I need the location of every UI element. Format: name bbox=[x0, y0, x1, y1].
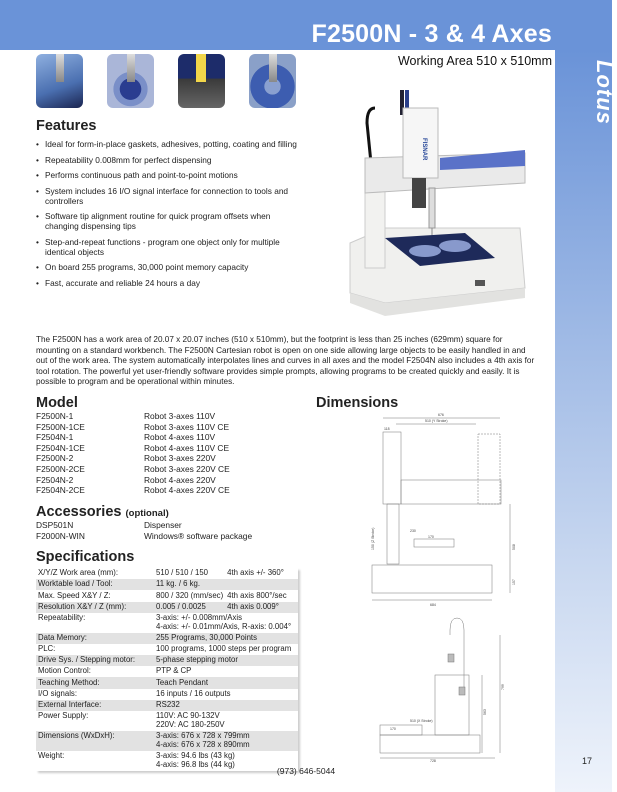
sidebar-band-edge bbox=[576, 50, 612, 792]
workpiece-1 bbox=[409, 245, 441, 257]
model-row bbox=[36, 453, 306, 464]
z-head bbox=[403, 108, 438, 178]
spec-label: Dimensions (WxDxH): bbox=[36, 731, 154, 751]
circular-part-dispensing-photo bbox=[249, 54, 296, 108]
spec-value: 0.005 / 0.0025 bbox=[154, 602, 225, 613]
accessory-row-description: Windows® software package bbox=[144, 530, 253, 541]
model-row-description: Robot 4-axes 110V CE bbox=[144, 442, 230, 453]
robot-product-photo bbox=[345, 88, 525, 328]
dispense-motor bbox=[412, 178, 426, 208]
model-row bbox=[36, 464, 306, 475]
model-row bbox=[36, 443, 306, 454]
brand-label: Lotus bbox=[592, 60, 617, 125]
spec-value bbox=[154, 711, 298, 731]
model-row-description: Robot 4-axes 220V CE bbox=[144, 485, 230, 496]
spec-row bbox=[36, 644, 298, 655]
model-row-code: F2504N-2 bbox=[36, 474, 74, 485]
spec-row bbox=[36, 633, 298, 644]
accessories-heading: Accessories bbox=[36, 504, 122, 520]
z-axis bbox=[387, 504, 399, 564]
spec-row bbox=[36, 731, 298, 751]
spec-extra: 4th axis 0.009° bbox=[225, 602, 298, 613]
dim-label-side-table: 170 bbox=[390, 727, 396, 731]
spec-value-line: 4-axis: 676 x 728 x 890mm bbox=[156, 739, 250, 749]
spec-label: Motion Control: bbox=[38, 666, 91, 676]
spec-extra bbox=[225, 579, 298, 590]
spec-value bbox=[154, 731, 298, 751]
spec-row bbox=[36, 700, 298, 711]
spec-row bbox=[36, 677, 298, 688]
accessories-qualifier: (optional) bbox=[125, 508, 169, 519]
cable bbox=[367, 108, 375, 163]
side-base bbox=[380, 735, 480, 753]
spec-value: RS232 bbox=[154, 700, 298, 711]
front-beam bbox=[401, 480, 501, 504]
workpiece-2 bbox=[439, 240, 471, 252]
dim-label-x-stroke: 510 (X Stroke) bbox=[410, 719, 433, 723]
model-row-description: Robot 3-axes 220V bbox=[144, 453, 216, 464]
spec-label: Worktable load / Tool: bbox=[36, 579, 154, 590]
dim-label-column: 118 bbox=[384, 427, 390, 431]
spec-value: 16 inputs / 16 outputs bbox=[156, 688, 231, 698]
feature-item: • Step-and-repeat functions - program one object only for multiple identical objects bbox=[36, 237, 301, 257]
spec-label: Weight: bbox=[38, 750, 65, 760]
spec-row bbox=[36, 602, 298, 613]
spec-extra: 4th axis 800°/sec bbox=[227, 590, 287, 600]
accessory-row-code: DSP501N bbox=[36, 520, 74, 530]
spec-value bbox=[154, 613, 298, 633]
dim-label-tool-offset: 230 bbox=[410, 529, 416, 533]
head-logo: FISNAR bbox=[421, 138, 427, 161]
model-section bbox=[36, 395, 306, 496]
spec-value: 11 kg. / 6 kg. bbox=[154, 579, 225, 590]
spec-label: Power Supply: bbox=[38, 711, 89, 721]
accessory-row-description: Dispenser bbox=[144, 520, 182, 530]
spec-label: PLC: bbox=[38, 644, 56, 654]
spec-value: 255 Programs, 30,000 Points bbox=[154, 633, 298, 644]
side-table bbox=[380, 725, 422, 735]
description-paragraph: The F2500N has a work area of 20.07 x 20.07 inches (510 x 510mm), but the footprint is less than 25 inches (629mm) square for mounting on a standard workbench. The F2500N Cartesian robot is open on one side allowing large objects to be easily handled in and out of the work area. The system automatically interpolates lines and curves in all axes and the model F2504N also includes a 4th axis for tool rotation. The powerful yet user-friendly software provides simple prompts, allowing programs to be created quickly and easily. It is possible to program and be operational within minutes. bbox=[36, 335, 535, 387]
accessory-row bbox=[36, 520, 306, 531]
front-view-drawing bbox=[372, 418, 510, 600]
model-row-description: Robot 3-axes 220V CE bbox=[144, 463, 230, 474]
spec-value-line: 4-axis: +/- 0.01mm/Axis, R-axis: 0.004° bbox=[156, 621, 292, 631]
model-row-code: F2500N-1 bbox=[36, 411, 74, 421]
model-row bbox=[36, 422, 306, 433]
model-row-code: F2504N-1 bbox=[36, 432, 74, 443]
spec-value-line: 4-axis: 96.8 lbs (44 kg) bbox=[156, 759, 235, 769]
spec-label: Drive Sys. / Stepping motor: bbox=[36, 655, 154, 666]
dimension-drawings bbox=[370, 410, 520, 763]
accessory-row-code: F2000N-WIN bbox=[36, 530, 85, 541]
accessory-row bbox=[36, 531, 306, 542]
model-row-code: F2500N-2CE bbox=[36, 463, 85, 474]
dim-label-base-width: 684 bbox=[430, 603, 436, 607]
needle-holder bbox=[429, 188, 435, 228]
spec-extra: 4th axis +/- 360° bbox=[227, 568, 284, 578]
syringe-potting-photo bbox=[178, 54, 225, 108]
accessories-heading-wrap bbox=[36, 504, 306, 520]
page-subtitle: Working Area 510 x 510mm bbox=[397, 54, 552, 68]
specifications-heading: Specifications bbox=[36, 549, 135, 565]
spec-row bbox=[36, 689, 298, 700]
column bbox=[365, 188, 385, 268]
control-display bbox=[475, 280, 485, 286]
side-view-drawing bbox=[380, 618, 500, 758]
spec-label: Resolution X&Y / Z (mm): bbox=[36, 602, 154, 613]
footer-phone: (973) 646-5044 bbox=[276, 766, 336, 776]
spec-row bbox=[36, 579, 298, 590]
left-column bbox=[383, 432, 401, 504]
needle-shape bbox=[269, 54, 277, 82]
dimensions-section bbox=[316, 395, 536, 411]
model-list bbox=[36, 411, 306, 496]
dim-label-y-stroke: 510 (Y Stroke) bbox=[425, 419, 448, 423]
stroke-ghost bbox=[478, 434, 500, 504]
model-row-code: F2504N-2CE bbox=[36, 485, 85, 496]
spec-value: 5-phase stepping motor bbox=[154, 655, 298, 666]
spec-row bbox=[36, 666, 298, 677]
feature-item: • System includes 16 I/O signal interface for connection to tools and controllers bbox=[36, 186, 301, 206]
feature-item: • On board 255 programs, 30,000 point memory capacity bbox=[36, 262, 301, 272]
accessories-list bbox=[36, 520, 306, 541]
spec-row bbox=[36, 711, 298, 731]
page-title: F2500N - 3 & 4 Axes bbox=[311, 20, 552, 48]
spec-value-line: 220V: AC 180-250V bbox=[156, 719, 225, 729]
model-row-description: Robot 3-axes 110V bbox=[144, 411, 216, 421]
spec-label: External Interface: bbox=[36, 700, 154, 711]
spec-row bbox=[36, 655, 298, 666]
feature-item: • Performs continuous path and point-to-point motions bbox=[36, 170, 301, 180]
needle-shape bbox=[127, 54, 135, 82]
spec-label: Teaching Method: bbox=[36, 677, 154, 688]
spec-row bbox=[36, 613, 298, 633]
spec-label: X/Y/Z Work area (mm): bbox=[38, 568, 118, 578]
specifications-section bbox=[36, 549, 300, 771]
model-row-code: F2504N-1CE bbox=[36, 442, 85, 453]
spec-label: Data Memory: bbox=[36, 633, 154, 644]
dim-label-overall-width: 676 bbox=[438, 413, 444, 417]
features-section bbox=[36, 118, 301, 293]
feature-item: • Software tip alignment routine for quick program offsets when changing dispensing tips bbox=[36, 211, 301, 231]
model-row-description: Robot 4-axes 110V bbox=[144, 432, 216, 443]
model-row bbox=[36, 475, 306, 486]
spec-value: 100 programs, 1000 steps per program bbox=[156, 644, 292, 654]
needle-dispensing-photo bbox=[36, 54, 83, 108]
dim-label-column-height: 563 bbox=[483, 709, 487, 715]
model-heading: Model bbox=[36, 395, 78, 411]
feature-item: • Repeatability 0.008mm for perfect dispensing bbox=[36, 155, 301, 165]
accessories-section bbox=[36, 504, 306, 541]
table-block bbox=[414, 539, 454, 547]
thumbnail-strip bbox=[36, 54, 296, 108]
needle-shape bbox=[56, 54, 64, 82]
page-number: 17 bbox=[582, 756, 593, 766]
ring-gasket-photo bbox=[107, 54, 154, 108]
model-row-code: F2500N-1CE bbox=[36, 421, 85, 432]
features-heading: Features bbox=[36, 118, 97, 134]
dim-label-height: 508 bbox=[512, 544, 516, 550]
model-row-description: Robot 3-axes 110V CE bbox=[144, 421, 230, 432]
syringe-shape bbox=[196, 54, 206, 82]
model-row bbox=[36, 411, 306, 422]
spec-value: 510 / 510 / 150 bbox=[156, 568, 209, 578]
feature-item: • Ideal for form-in-place gaskets, adhesives, potting, coating and filling bbox=[36, 139, 301, 149]
cable-connector bbox=[459, 687, 465, 695]
front-base bbox=[372, 565, 492, 593]
spec-value-line: 3-axis: 94.6 lbs (43 kg) bbox=[156, 750, 235, 760]
dimensions-heading: Dimensions bbox=[316, 395, 399, 411]
spec-label: Max. Speed X&Y / Z: bbox=[38, 590, 111, 600]
spec-label: I/O signals: bbox=[38, 688, 77, 698]
dim-label-base-height: 157 bbox=[512, 579, 516, 585]
spec-value: 800 / 320 (mm/sec) bbox=[156, 590, 224, 600]
spec-row bbox=[36, 590, 298, 601]
model-row bbox=[36, 485, 306, 496]
cable-connector bbox=[448, 654, 454, 662]
dim-label-overall-height: 799 bbox=[501, 684, 505, 690]
spec-row bbox=[36, 568, 298, 579]
dim-label-z-stroke: 150 (Z Stroke) bbox=[371, 527, 375, 550]
spec-value: Teach Pendant bbox=[154, 677, 298, 688]
dim-label-table: 170 bbox=[428, 535, 434, 539]
model-row-code: F2500N-2 bbox=[36, 453, 74, 464]
model-row bbox=[36, 432, 306, 443]
dim-label-depth: 728 bbox=[430, 759, 436, 763]
spec-value-line: 3-axis: +/- 0.008mm/Axis bbox=[156, 612, 243, 622]
specifications-table bbox=[36, 568, 298, 771]
sidebar-band bbox=[555, 50, 576, 792]
spec-value: PTP & CP bbox=[156, 666, 192, 676]
spec-value-line: 3-axis: 676 x 728 x 799mm bbox=[156, 731, 250, 741]
feature-item: • Fast, accurate and reliable 24 hours a day bbox=[36, 278, 301, 288]
spec-label: Repeatability: bbox=[38, 612, 86, 622]
model-row-description: Robot 4-axes 220V bbox=[144, 474, 216, 485]
spec-value-line: 110V: AC 90-132V bbox=[156, 711, 220, 721]
features-list bbox=[36, 139, 301, 288]
